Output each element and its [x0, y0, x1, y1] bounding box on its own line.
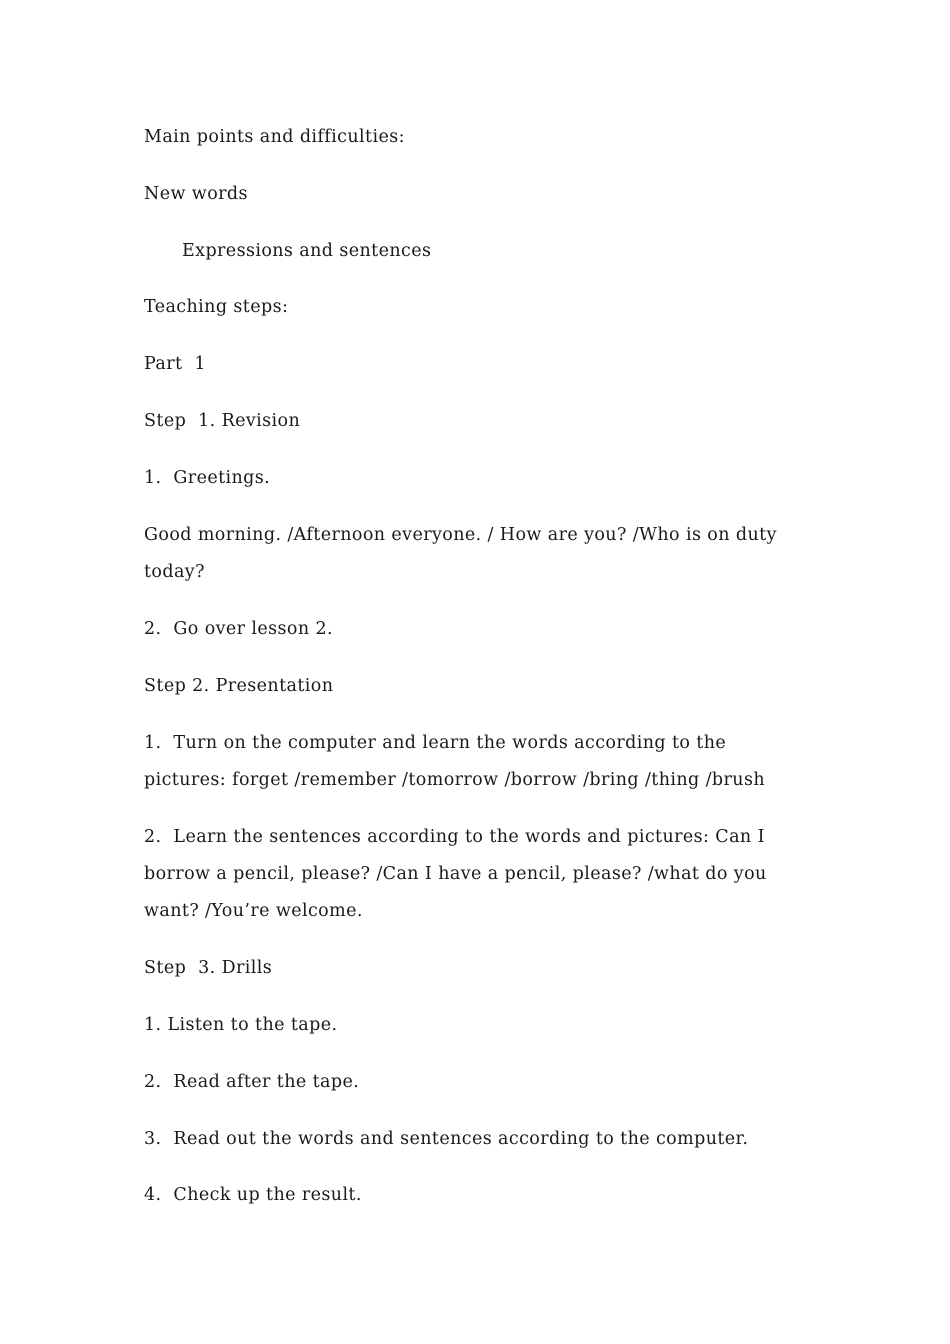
list-item: 1. Turn on the computer and learn the words according to the — [144, 733, 727, 753]
heading-main-points: Main points and difficulties: — [144, 127, 405, 147]
list-item: 1. Greetings. — [144, 468, 271, 488]
text-line: New words — [144, 184, 248, 204]
text-line: Expressions and sentences — [182, 241, 432, 261]
step-heading: Step 3. Drills — [144, 958, 273, 978]
list-item: 3. Read out the words and sentences according to the computer. — [144, 1129, 749, 1149]
heading-teaching-steps: Teaching steps: — [144, 297, 289, 317]
text-line: Good morning. /Afternoon everyone. / How are you? /Who is on duty — [144, 525, 777, 545]
list-item: 2. Go over lesson 2. — [144, 619, 333, 639]
part-heading: Part 1 — [144, 354, 206, 374]
text-line: want? /You’re welcome. — [144, 901, 363, 921]
text-line: borrow a pencil, please? /Can I have a pencil, please? /what do you — [144, 864, 767, 884]
list-item: 2. Read after the tape. — [144, 1072, 360, 1092]
list-item: 1. Listen to the tape. — [144, 1015, 338, 1035]
text-line: pictures: forget /remember /tomorrow /borrow /bring /thing /brush — [144, 770, 766, 790]
step-heading: Step 1. Revision — [144, 411, 301, 431]
text-line: today? — [144, 562, 205, 582]
step-heading: Step 2. Presentation — [144, 676, 334, 696]
list-item: 4. Check up the result. — [144, 1185, 362, 1205]
list-item: 2. Learn the sentences according to the words and pictures: Can I — [144, 827, 765, 847]
